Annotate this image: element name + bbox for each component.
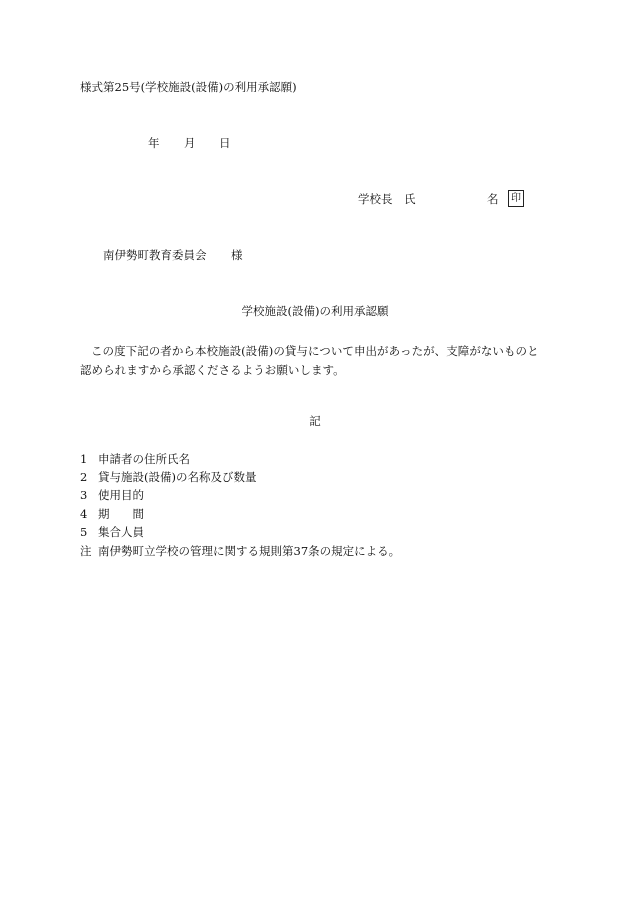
item-text: 申請者の住所氏名 [98, 452, 190, 466]
item-number: 4 [80, 507, 88, 521]
principal-name-mei: 名 [487, 192, 499, 206]
item-text: 集合人員 [98, 525, 144, 539]
addressee-name: 南伊勢町教育委員会 [103, 248, 207, 262]
body-paragraph: この度下記の者から本校施設(設備)の貸与について申出があったが、支障がないものと認められますから承認くださるようお願いします。 [80, 344, 539, 377]
date-day-label: 日 [219, 136, 231, 150]
list-item [80, 527, 144, 539]
item-number: 2 [80, 470, 88, 484]
addressee-honorific: 様 [231, 248, 243, 262]
form-number: 様式第25号(学校施設(設備)の利用承認願) [80, 80, 297, 94]
note-text: 南伊勢町立学校の管理に関する規則第37条の規定による。 [98, 544, 401, 558]
principal-name-shi: 氏 [404, 192, 416, 206]
document-title: 学校施設(設備)の利用承認願 [241, 304, 389, 318]
note-item [80, 546, 400, 558]
item-text: 期 間 [98, 507, 144, 521]
item-number: 3 [80, 488, 88, 502]
list-item [80, 472, 256, 484]
list-item [80, 509, 144, 521]
principal-label: 学校長 [358, 192, 393, 206]
ki-heading: 記 [309, 414, 321, 428]
note-marker: 注 [80, 544, 92, 558]
item-text: 貸与施設(設備)の名称及び数量 [98, 470, 257, 484]
item-number: 5 [80, 525, 88, 539]
seal-mark: 印 [508, 190, 524, 207]
list-item [80, 454, 190, 466]
item-text: 使用目的 [98, 488, 144, 502]
list-item [80, 490, 144, 502]
date-year-label: 年 [148, 136, 160, 150]
item-number: 1 [80, 452, 88, 466]
date-month-label: 月 [184, 136, 196, 150]
